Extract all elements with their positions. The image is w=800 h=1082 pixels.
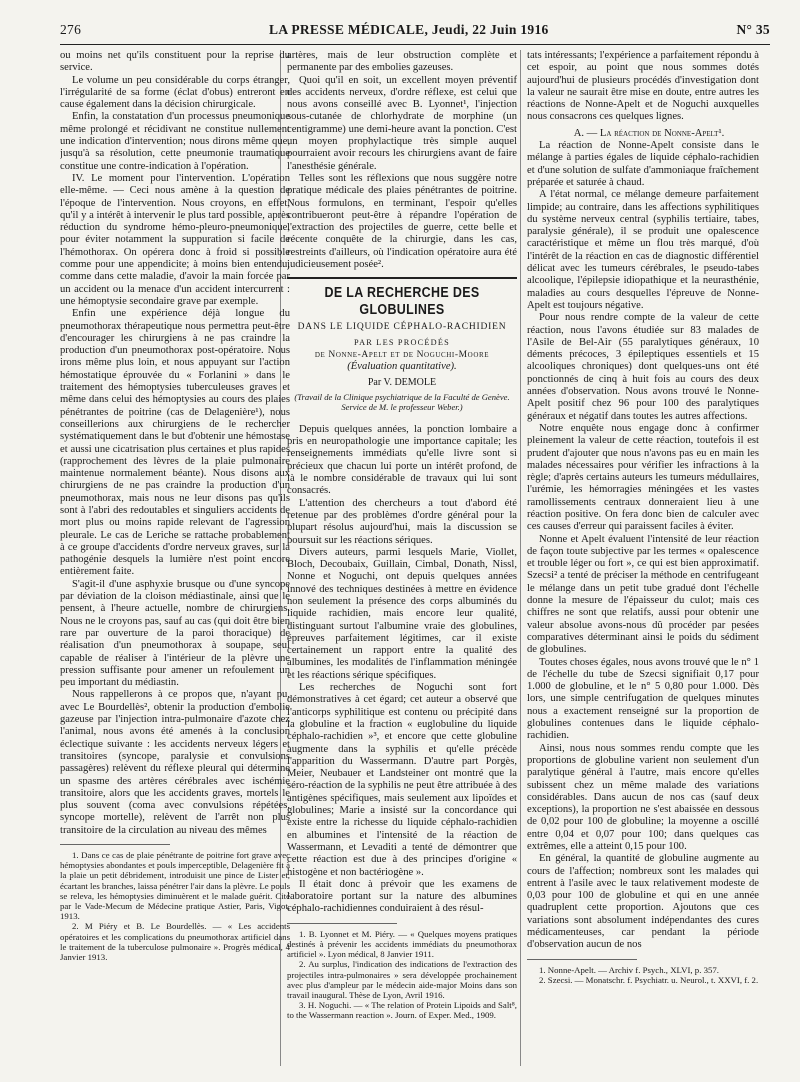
paragraph: Ainsi, nous nous sommes rendu compte que les proportions de globuline varient non seulement d'un paralytique général à l'autre, mais encore qu'elles subissent chez un même malade des variations considérables. Dans aucun de nos cas (sauf deux exceptions), la proportion ne s'est abaissée en dessous de 0,02 pour 100 de globuline; la moyenne a oscillé entre 0,04 et 0,07 pour 100; dans quelques cas extrêmes, elle a atteint 0,15 pour 100. <box>527 742 759 852</box>
page-header <box>60 22 770 42</box>
paragraph: artères, mais de leur obstruction complète et permanente par des embolies gazeuses. <box>287 50 517 74</box>
paragraph: Enfin, la constatation d'un processus pneumonique même prolongé et récidivant ne constitue nullement une indication d'intervention; nous dirons même que, jusqu'à sa résolution, cette pneumonie traumatique constitue une contre-indication à l'opération. <box>60 111 290 172</box>
column-divider-2 <box>520 50 521 1066</box>
paragraph: L'attention des chercheurs a tout d'abord été retenue par des problèmes d'ordre général pour la plupart résolus aujourd'hui, mais la discussion se poursuit sur les réactions sériques. <box>287 497 517 546</box>
footnote: 2. Au surplus, l'indication des indications de l'extraction des projectiles intra-pulmonaires » sera développée prochainement avec plus d'ampleur par le médecin aide-major Moins dans son travail inaugural. Thèse de Lyon, Avril 1916. <box>287 959 517 1000</box>
paragraph: ou moins net qu'ils constituent pour la reprise du service. <box>60 50 290 74</box>
paragraph: Quoi qu'il en soit, un excellent moyen préventif des accidents nerveux, d'ordre réflexe, est celui que nous avons conseillé avec B. Lyonnet¹, l'injection sous-cutanée de chlorhydrate de morphine (un centigramme) une demi-heure avant la ponction. C'est un moyen prophylactique très simple auquel pourraient avoir recours les chirurgiens avant de faire l'anesthésie générale. <box>287 74 517 172</box>
paragraph: Divers auteurs, parmi lesquels Marie, Viollet, Bloch, Decoubaix, Guillain, Cimbal, Donath, Nissl, Nonne et Noguchi, ont depuis quelques années innové des techniques destinées à mettre en évidence non seulement la présence des corps albuminés du liquide rachidien, mais encore leur qualité, distinguant surtout l'albumine vraie des globulines, épreuves parfaitement légitimes, car il existe certainement un rapport entre la qualité des albumines, les modalités de l'inflammation méningée et les réactions sérique spécifiques. <box>287 546 517 681</box>
article-byline: Par V. DEMOLE <box>367 376 437 388</box>
footnote: 3. H. Noguchi. — « The relation of Protein Lipoids and Salt⁸, to the Wassermann reaction ». Journ. of Exper. Med., 1909. <box>287 1000 517 1021</box>
section-iv-paragraph: IV. Le moment pour l'intervention. L'opération elle-même. — Ceci nous amène à la question de l'époque de l'intervention. Nous croyons, en effet, qu'il y a intérêt à intervenir le plus tard possible, après réduction du syndrome hémo-pleuro-pneumonique, pour éviter notamment la suppuration si facile de l'hémothorax. On opérera donc à froid si possible comme pour une appendicite; à moins bien entendu, comme dans cette maladie, d'avoir la main forcée par un accident ou la menace d'un accident intercurrent : une hémoptysie secondaire grave par exemple. <box>60 172 290 307</box>
paragraph: S'agit-il d'une asphyxie brusque ou d'une syncope par déviation de la cloison médiastinale, ainsi que le pensent, à l'heure actuelle, nombre de chirurgiens. Nous ne le croyons pas, sauf au cas (qui doit être bien rare par ouverture de la paroi thoracique) de réalisation d'un pneumothorax à soupape, seul capable de réaliser à l'intérieur de la plèvre une pression suffisante pour amener un refoulement un peu important du médiastin. <box>60 578 290 689</box>
footnote: 1. Dans ce cas de plaie pénétrante de poitrine fort grave avec hémoptysies abondantes et pouls imperceptible, Delagenière fit à la plaie un petit débridement, introduisit une pince de Lister et, écartant les branches, laissa pénétrer l'air dans la plèvre. Le pouls se releva, les hémoptysies diminuèrent et le malade guérit. Cité par le Vade-Mecum de Médecine pratique Astier, Paris, Vigot, 1913. <box>60 850 290 922</box>
paragraph: Les recherches de Noguchi sont fort démonstratives à cet égard; cet auteur a observé que l'anticorps syphilitique est contenu ou précipité dans la globuline et la fraction « euglobuline du liquide céphalo-rachidien »³, et encore que cette globuline augmente dans la syphilis et qu'elle précède l'apparition du Wassermann. D'autre part Porgès, Meier, Neubauer et Landsteiner ont montré que la séro-réaction de la syphilis ne peut être attribuée à des antigènes spécifiques, mais seulement aux lipoïdes et globulines; Marie a insisté sur la concordance qui existe entre la richesse du liquide céphalo-rachidien en albumines et l'intensité de la réaction de Wassermann, et Levaditi a tenté de démontrer que cette réaction est due à des principes d'origine « histogène et non bactériogène ». <box>287 682 517 878</box>
paragraph: Telles sont les réflexions que nous suggère notre pratique médicale des plaies pénétrantes de poitrine. Nous formulons, en terminant, l'espoir qu'elles contribueront peut-être à répandre l'opération de l'extraction des projectiles de guerre, cette belle et récente conquête de la chirurgie, dans les cas, restreints d'ailleurs, où l'indication opératoire aura été judicieusement posée². <box>287 172 517 271</box>
footnote-rule <box>60 844 170 845</box>
article-heading <box>287 277 517 411</box>
article-evaluation: (Évaluation quantitative). <box>347 361 457 373</box>
paragraph: Notre enquête nous engage donc à confirmer pleinement la valeur de cette réaction, toutefois il est prudent d'ajouter que nous n'avons pas eu en main les malades nécessaires pour vérifier les infractions à la règle; d'après certains auteurs les tumeurs médullaires, l'urémie, les hémorragies méningées et les vastes ramollissements centraux donneraient lieu à une réaction positive. On fera donc bien de calculer avec ces causes d'erreur qui paraissent faciles à éviter. <box>527 422 759 533</box>
paragraph: A l'état normal, ce mélange demeure parfaitement limpide; au contraire, dans les affections syphilitiques du système nerveux central (syphilis tertiaire, tabes, paralysie générale), il se produit une opalescence caractéristique et même un flou très marqué, d'où l'intérêt de la réaction en cas de diagnostic différentiel délicat avec les tumeurs cérébrales, le pseudo-tabes alcoolique, l'épilepsie idiopathique et la neurasthénie, maladies au cours desquelles l'épreuve de Nonne-Apelt est toujours négative. <box>527 189 759 311</box>
paragraph: Toutes choses égales, nous avons trouvé que le n° 1 de l'échelle du tube de Szecsi signifiait 0,17 pour 1.000 de globuline, et le n° 5 0,80 pour 1.000. Dès lors, une simple centrifugation de quelques minutes nous a exactement renseigné sur la proportion de globulines contenues dans le liquide céphalo-rachidien. <box>527 656 759 742</box>
paragraph: tats intéressants; l'expérience a parfaitement répondu à cet espoir, au point que nous sommes dotés aujourd'hui de plusieurs procédés d'investigation dont la valeur ne saurait être mise en doute, entre autres les réactions de Nonne-Apelt et de Noguchi auxquelles nous consacrons ces quelques lignes. <box>527 50 759 123</box>
footnote-rule <box>287 923 397 924</box>
column-2 <box>287 50 517 1072</box>
paragraph: Il était donc à prévoir que les examens de laboratoire portant sur la nature des albumines céphalo-rachidiennes conduiraient à des résul- <box>287 878 517 915</box>
page-number: 276 <box>60 22 82 37</box>
article-methods: de Nonne-Apelt et de Noguchi-Moore <box>314 349 490 360</box>
section-a-heading: A. — La réaction de Nonne-Apelt¹. <box>573 127 725 139</box>
column-3 <box>527 50 759 1072</box>
article-subtitle: DANS LE LIQUIDE CÉPHALO-RACHIDIEN <box>297 322 507 333</box>
paragraph: Nonne et Apelt évaluent l'intensité de leur réaction de façon toute subjective par les termes « opalescence et trouble léger ou fort », ce qui est bien approximatif. Szecsi² a tenté de préciser la méthode en centrifugeant le mélange dans un petit tube gradué dont l'échelle donne la mesure de l'épaisseur du culot; mais ces chiffres ne sont que relatifs, aussi pour obtenir une valeur absolue avons-nous dû procéder par pesées comparatives déterminant ainsi le poids du sédiment de globulines. <box>527 533 759 656</box>
footnote: 1. Nonne-Apelt. — Archiv f. Psych., XLVI, p. 357. <box>539 964 719 975</box>
column-1 <box>60 50 290 1072</box>
footnote-rule <box>527 959 637 960</box>
paragraph: En général, la quantité de globuline augmente au cours de l'affection; nombreux sont les malades qui entrent à l'asile avec le taux relativement modeste de 0,03 pour 100 de globuline et qui en une année quadruplent cette proportion. Ajoutons que ces variations sont absolument indépendantes des cures médicamenteuses, car pendant la période d'observation aucun de nos <box>527 853 759 951</box>
paragraph: La réaction de Nonne-Apelt consiste dans le mélange à parties égales de liquide céphalo-rachidien et d'une solution de sulfate d'ammoniaque fraîchement préparée et saturée à chaud. <box>527 140 759 188</box>
issue-number: N° 35 <box>736 22 770 37</box>
paragraph: Pour nous rendre compte de la valeur de cette réaction, nous l'avons étudiée sur 83 malades de l'Asile de Bel-Air (55 paralytiques généraux, 10 déments précoces, 3 épileptiques essentiels et 15 alcooliques chroniques) dont quelques-uns ont été ponctionnés de cinq à huit fois au cours des deux années d'observation. Nous avons trouvé le Nonne-Apelt positif chez 96 pour 100 des paralytiques généraux et négatif dans toutes les autres affections. <box>527 312 759 422</box>
article-title: DE LA RECHERCHE DES GLOBULINES <box>324 285 480 319</box>
article-affiliation: (Travail de la Clinique psychiatrique de la Faculté de Genève. Service de M. le professeur Weber.) <box>294 391 510 412</box>
footnote: 2. Szecsi. — Monatschr. f. Psychiatr. u. Neurol., t. XXVI, f. 2. <box>539 974 759 985</box>
article-par: PAR LES PROCÉDÉS <box>354 337 450 347</box>
journal-title: LA PRESSE MÉDICALE, Jeudi, 22 Juin 1916 <box>269 22 549 37</box>
footnote: 2. M Piéry et B. Le Bourdellès. — « Les accidents opératoires et les complications du pneumothorax artificiel dans le traitement de la tuberculose pulmonaire ». Progrès médical, 4 Janvier 1913. <box>60 921 290 963</box>
paragraph: Nous rappellerons à ce propos que, n'ayant pu, avec Le Bourdellès², obtenir la production d'embolie gazeuse par l'injection intra-pulmonaire d'azote chez l'animal, nous avons été amenés à la conclusion éclectique suivante : les accidents nerveux légers et transitoires (syncope, paralysie et convulsions passagères) relèvent du réflexe pleural qui détermine un spasme des artères cérébrales avec ischémie transitoire, alors que les accidents graves, mortels le plus souvent (coma avec convulsions répétées, syncope mortelle), relèvent de l'arrêt non plus transitoire de la circulation au niveau des mêmes <box>60 689 290 836</box>
paragraph: Le volume un peu considérable du corps étranger, l'irrégularité de sa forme (éclat d'obus) entreront en cause également dans la décision chirurgicale. <box>60 74 290 111</box>
paragraph: Depuis quelques années, la ponction lombaire a pris en neuropathologie une importance capitale; les renseignements immédiats qu'elle livre sont si précieux que chacun lui porte un intérêt profond, de là le nombre considérable de travaux qui lui sont consacrés. <box>287 423 517 497</box>
paragraph: Enfin une expérience déjà longue du pneumothorax thérapeutique nous permettra peut-être d'encourager les chirurgiens à ne pas craindre la production d'un pneumothorax post-opératoire. Nous irons même plus loin, et nous appuyant sur l'action hémostatique éprouvée du « Forlanini » dans le traitement des hémoptysies tuberculeuses graves et même dans celui des hémoptysies au cours des plaies pénétrantes de poitrine (cas de Delagenière¹), nous conseillerions aux chirurgiens de le rechercher systématiquement dans le but d'obtenir une hémostase et aussi une cicatrisation plus certaines et plus rapides (rapprochement des lèvres de la plaie pulmonaire maintenue normalement béante). Nous disons aux chirurgiens de ne pas craindre la production d'un pneumothorax, mais nous ne leur disons pas qu'ils sont à l'abri des redoutables et singuliers accidents de mort plus ou moins rapide relevant de l'agression pleurale. Le cas de Leriche se rattache probablement à ce groupe d'accidents d'ordre nerveux graves, sur la pathogénie desquels la lumière n'est point encore entièrement faite. <box>60 308 290 578</box>
header-rule <box>60 44 770 45</box>
footnote: 1. B. Lyonnet et M. Piéry. — « Quelques moyens pratiques destinés à prévenir les accidents immédiats du pneumothorax artificiel ». Lyon médical, 8 Janvier 1911. <box>287 928 517 960</box>
